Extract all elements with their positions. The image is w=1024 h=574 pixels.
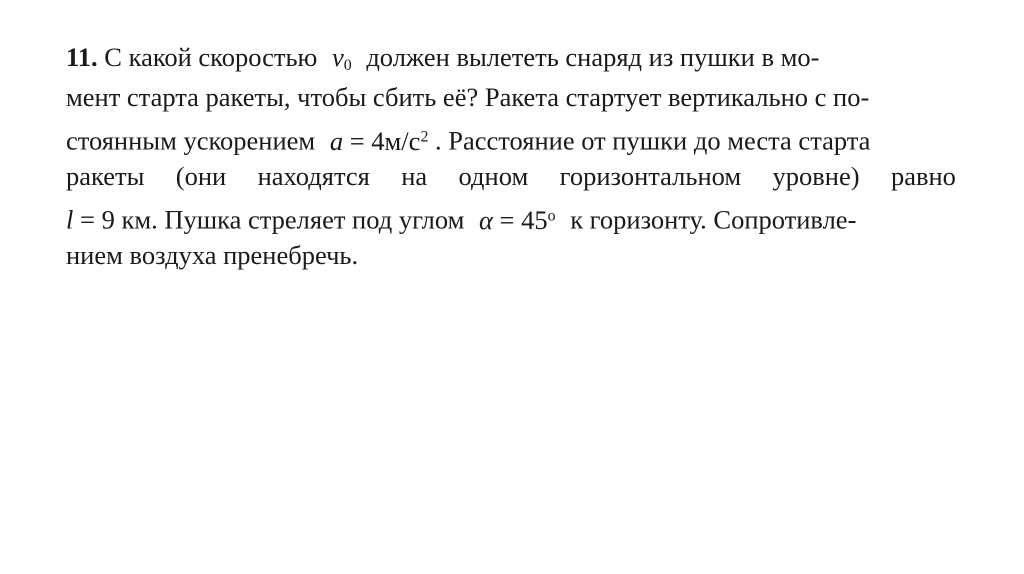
word: одном: [458, 160, 529, 191]
text-fragment: к горизонту. Сопротивле-: [570, 204, 857, 235]
text-fragment: . Расстояние от пушки до места старта: [435, 125, 871, 156]
text-fragment: С какой скоростью: [104, 42, 318, 72]
distance-formula: l = 9: [66, 204, 115, 235]
text-fragment: мент старта ракеты, чтобы сбить её? Ракета стартует вертикально с по-: [66, 81, 870, 112]
problem-line-6: [66, 236, 956, 276]
text-fragment: стоянным ускорением: [66, 125, 316, 156]
acceleration-formula: $a = 4м/с^2$: [329, 125, 429, 156]
problem-line-2: [66, 78, 956, 118]
problem-number: 11.: [66, 42, 98, 72]
variable-v0: $v_0$: [331, 42, 352, 74]
word: горизонтальном: [559, 160, 742, 191]
word: на: [401, 160, 428, 191]
word: (они: [175, 160, 227, 191]
problem-line-5: [66, 196, 956, 236]
problem-line-1: [66, 38, 956, 78]
word: находятся: [257, 160, 370, 191]
text-fragment: должен вылететь снаряд из пушки в мо-: [366, 42, 820, 72]
problem-line-4: [66, 157, 956, 197]
angle-formula: $\alpha = 45^o$: [478, 204, 556, 235]
word: равно: [890, 160, 956, 191]
problem-line-3: [66, 117, 956, 157]
problem-text: [66, 38, 956, 275]
word: ракеты: [66, 160, 145, 191]
text-fragment: нием воздуха пренебречь.: [66, 239, 359, 270]
word: уровне): [772, 160, 860, 191]
text-fragment: км. Пушка стреляет под углом: [114, 204, 465, 235]
